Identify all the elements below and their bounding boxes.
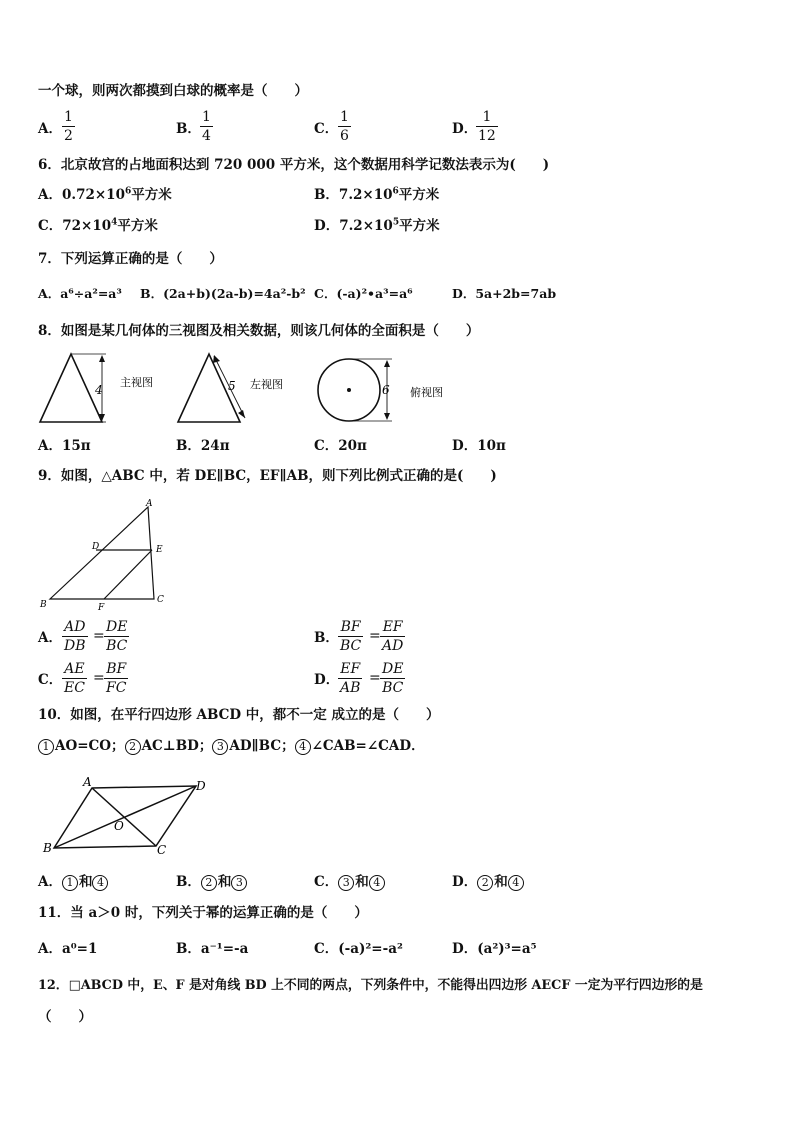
q8-stem: 8．如图是某几何体的三视图及相关数据，则该几何体的全面积是（ ） xyxy=(38,323,480,339)
front-height-label: 4 xyxy=(95,383,103,397)
point-a: A xyxy=(83,775,92,789)
top-diameter-label: 6 xyxy=(382,383,390,397)
q8-option-d: D．10π xyxy=(452,438,506,454)
q6-stem: 6．北京故宫的占地面积达到 720 000 平方米，这个数据用科学记数法表示为( ) xyxy=(38,157,550,173)
front-view-label: 主视图 xyxy=(120,376,153,389)
q11-option-d: D．(a²)³=a⁵ xyxy=(452,941,537,957)
q5-option-d-frac: 1 12 xyxy=(478,109,496,144)
q8-three-views-figure xyxy=(38,350,450,428)
q7-stem: 7．下列运算正确的是（ ） xyxy=(38,251,223,267)
q12-stem-cont: （ ） xyxy=(38,1009,92,1025)
q5-option-d-label: D． xyxy=(452,121,478,137)
q6-option-b: B．$7.2\times 10^6$平方米 xyxy=(314,186,440,203)
point-c: C xyxy=(157,595,164,605)
point-f: F xyxy=(98,603,105,613)
point-b: B xyxy=(43,841,52,855)
q8-option-a: A．15π xyxy=(38,438,91,454)
q7-option-c: C．(-a)²•a³=a⁶ xyxy=(314,286,413,301)
point-d: D xyxy=(92,542,100,552)
point-o: O xyxy=(114,819,124,833)
q9-triangle-figure xyxy=(36,495,176,615)
side-view-label: 左视图 xyxy=(250,378,283,391)
point-a: A xyxy=(146,499,153,509)
q6-option-c: C．$72\times 10^4$平方米 xyxy=(38,217,158,234)
q11-option-a: A．a⁰=1 xyxy=(38,941,98,957)
top-view-label: 俯视图 xyxy=(410,386,443,399)
q5-option-a-label: A． xyxy=(38,121,62,137)
side-slant-label: 5 xyxy=(228,379,236,393)
q11-option-c: C．(-a)²=-a² xyxy=(314,941,403,957)
q5-option-c-frac: 1 6 xyxy=(340,109,349,144)
q6-option-d: D．$7.2\times 10^5$平方米 xyxy=(314,217,440,234)
q5-stem: 一个球，则两次都摸到白球的概率是（ ） xyxy=(38,83,308,99)
q10-option-b: B． 2 和 3 xyxy=(176,873,248,891)
q11-stem: 11．当 a＞0 时，下列关于幂的运算正确的是（ ） xyxy=(38,905,368,921)
point-e: E xyxy=(156,545,163,555)
q5-option-b-label: B． xyxy=(176,121,201,137)
q5-option-a-frac: 1 2 xyxy=(64,109,73,144)
q8-option-b: B．24π xyxy=(176,438,230,454)
q7-option-a: A．a⁶÷a²=a³ xyxy=(38,286,122,301)
q10-items: 1 AO=CO； 2 AC⊥BD； 3 AD∥BC； 4 ∠CAB=∠CAD． xyxy=(38,737,425,755)
q8-option-c: C．20π xyxy=(314,438,367,454)
front-view-triangle xyxy=(40,354,102,422)
q10-option-a: A． 1 和 4 xyxy=(38,873,109,891)
q6-option-a: A．$0.72\times 10^6$平方米 xyxy=(38,186,172,203)
q10-option-c: C． 3 和 4 xyxy=(314,873,386,891)
q12-stem: 12．□ABCD 中，E、F 是对角线 BD 上不同的两点，下列条件中，不能得出四边形 AECF 一定为平行四边形的是 xyxy=(38,978,703,993)
q5-option-b-frac: 1 4 xyxy=(202,109,211,144)
point-d: D xyxy=(196,779,206,793)
q9-stem: 9．如图，△ABC 中，若 DE∥BC，EF∥AB，则下列比例式正确的是( ) xyxy=(38,468,497,484)
q5-option-c-label: C． xyxy=(314,121,339,137)
point-b: B xyxy=(40,600,47,610)
q7-option-d: D．5a+2b=7ab xyxy=(452,286,557,301)
point-c: C xyxy=(157,843,167,857)
q11-option-b: B．a⁻¹=-a xyxy=(176,941,249,957)
q7-option-b: B．(2a+b)(2a-b)=4a²-b² xyxy=(140,286,306,301)
q10-stem: 10．如图，在平行四边形 ABCD 中，都不一定 成立的是（ ） xyxy=(38,707,440,723)
q10-option-d: D． 2 和 4 xyxy=(452,873,525,891)
q10-parallelogram-figure xyxy=(38,772,218,858)
